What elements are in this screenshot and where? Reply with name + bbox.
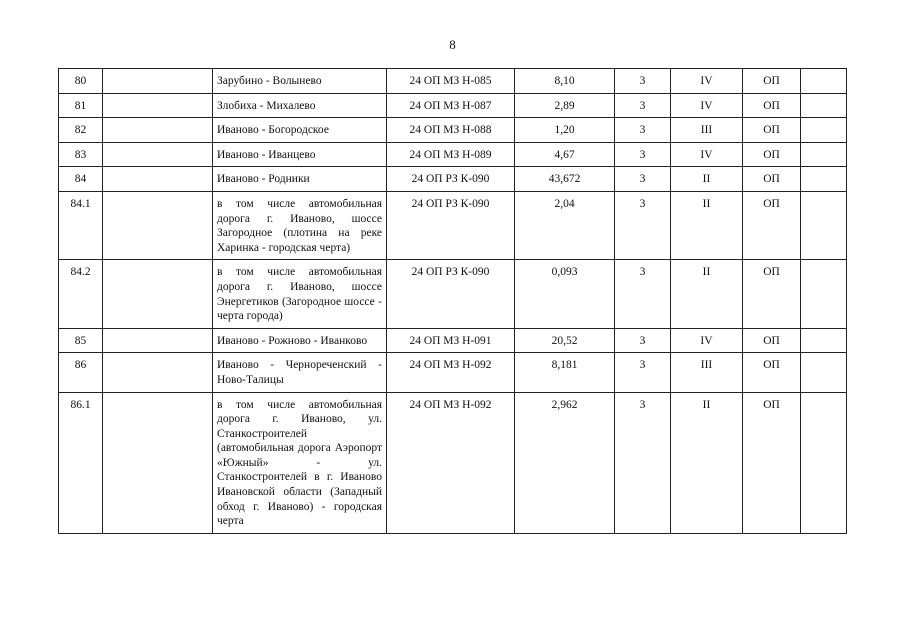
empty-cell [103,69,213,94]
road-significance: ОП [743,260,801,328]
road-significance: ОП [743,69,801,94]
road-length: 0,093 [515,260,615,328]
road-category: III [671,118,743,143]
table-row [59,93,847,118]
table-row [59,118,847,143]
empty-cell [103,118,213,143]
empty-cell [103,167,213,192]
table-row [59,69,847,94]
road-class: 3 [615,93,671,118]
table-body [59,69,847,534]
row-number: 83 [59,142,103,167]
road-class: 3 [615,328,671,353]
road-length: 2,89 [515,93,615,118]
road-length: 8,10 [515,69,615,94]
empty-cell [103,392,213,533]
row-number: 80 [59,69,103,94]
table-row [59,353,847,392]
empty-cell [801,191,847,259]
road-length: 4,67 [515,142,615,167]
row-number: 86 [59,353,103,392]
road-name: Иваново - Иванцево [213,142,387,167]
road-identifier: 24 ОП МЗ Н-091 [387,328,515,353]
road-significance: ОП [743,191,801,259]
empty-cell [801,142,847,167]
road-class: 3 [615,392,671,533]
road-name: Иваново - Родники [213,167,387,192]
empty-cell [801,167,847,192]
table-row [59,260,847,328]
empty-cell [103,93,213,118]
page-number: 8 [449,37,456,52]
empty-cell [801,328,847,353]
road-name: Злобиха - Михалево [213,93,387,118]
road-name: в том числе автомобильная дорога г. Иваново, ул. Станкостроителей (автомобильная дорога Аэропорт «Южный» - ул. Станкостроителей в г. Иваново Ивановской области (Западный обход г. Иваново) - городская черта [213,392,387,533]
empty-cell [801,260,847,328]
empty-cell [801,93,847,118]
empty-cell [801,69,847,94]
road-name: в том числе автомобильная дорога г. Иваново, шоссе Энергетиков (Загородное шоссе - черта города) [213,260,387,328]
empty-cell [801,353,847,392]
road-significance: ОП [743,392,801,533]
road-significance: ОП [743,353,801,392]
empty-cell [103,353,213,392]
road-significance: ОП [743,328,801,353]
table-row [59,328,847,353]
road-class: 3 [615,118,671,143]
road-name: Иваново - Богородское [213,118,387,143]
row-number: 84.2 [59,260,103,328]
row-number: 86.1 [59,392,103,533]
empty-cell [103,260,213,328]
road-class: 3 [615,167,671,192]
empty-cell [103,191,213,259]
empty-cell [801,118,847,143]
empty-cell [801,392,847,533]
road-class: 3 [615,260,671,328]
road-name: Иваново - Чернореченский - Ново-Талицы [213,353,387,392]
row-number: 85 [59,328,103,353]
road-significance: ОП [743,93,801,118]
road-class: 3 [615,353,671,392]
road-length: 43,672 [515,167,615,192]
row-number: 84.1 [59,191,103,259]
row-number: 82 [59,118,103,143]
road-identifier: 24 ОП МЗ Н-092 [387,392,515,533]
road-length: 2,962 [515,392,615,533]
road-category: IV [671,93,743,118]
road-identifier: 24 ОП РЗ К-090 [387,167,515,192]
road-length: 20,52 [515,328,615,353]
road-category: II [671,260,743,328]
road-identifier: 24 ОП РЗ К-090 [387,191,515,259]
road-category: IV [671,142,743,167]
table-row [59,167,847,192]
table-row [59,191,847,259]
road-class: 3 [615,191,671,259]
road-length: 2,04 [515,191,615,259]
road-length: 1,20 [515,118,615,143]
roads-table [58,68,847,534]
road-identifier: 24 ОП МЗ Н-088 [387,118,515,143]
road-significance: ОП [743,142,801,167]
road-class: 3 [615,142,671,167]
road-significance: ОП [743,167,801,192]
road-category: II [671,191,743,259]
road-category: IV [671,328,743,353]
road-category: III [671,353,743,392]
table-row [59,392,847,533]
road-category: IV [671,69,743,94]
road-name: Зарубино - Волынево [213,69,387,94]
empty-cell [103,142,213,167]
road-identifier: 24 ОП МЗ Н-089 [387,142,515,167]
road-significance: ОП [743,118,801,143]
road-class: 3 [615,69,671,94]
empty-cell [103,328,213,353]
road-identifier: 24 ОП МЗ Н-092 [387,353,515,392]
road-identifier: 24 ОП МЗ Н-085 [387,69,515,94]
row-number: 84 [59,167,103,192]
road-category: II [671,167,743,192]
road-length: 8,181 [515,353,615,392]
row-number: 81 [59,93,103,118]
road-identifier: 24 ОП РЗ К-090 [387,260,515,328]
road-name: в том числе автомобильная дорога г. Иваново, шоссе Загородное (плотина на реке Харинка - городская черта) [213,191,387,259]
road-name: Иваново - Рожново - Иванково [213,328,387,353]
road-identifier: 24 ОП МЗ Н-087 [387,93,515,118]
road-category: II [671,392,743,533]
table-row [59,142,847,167]
